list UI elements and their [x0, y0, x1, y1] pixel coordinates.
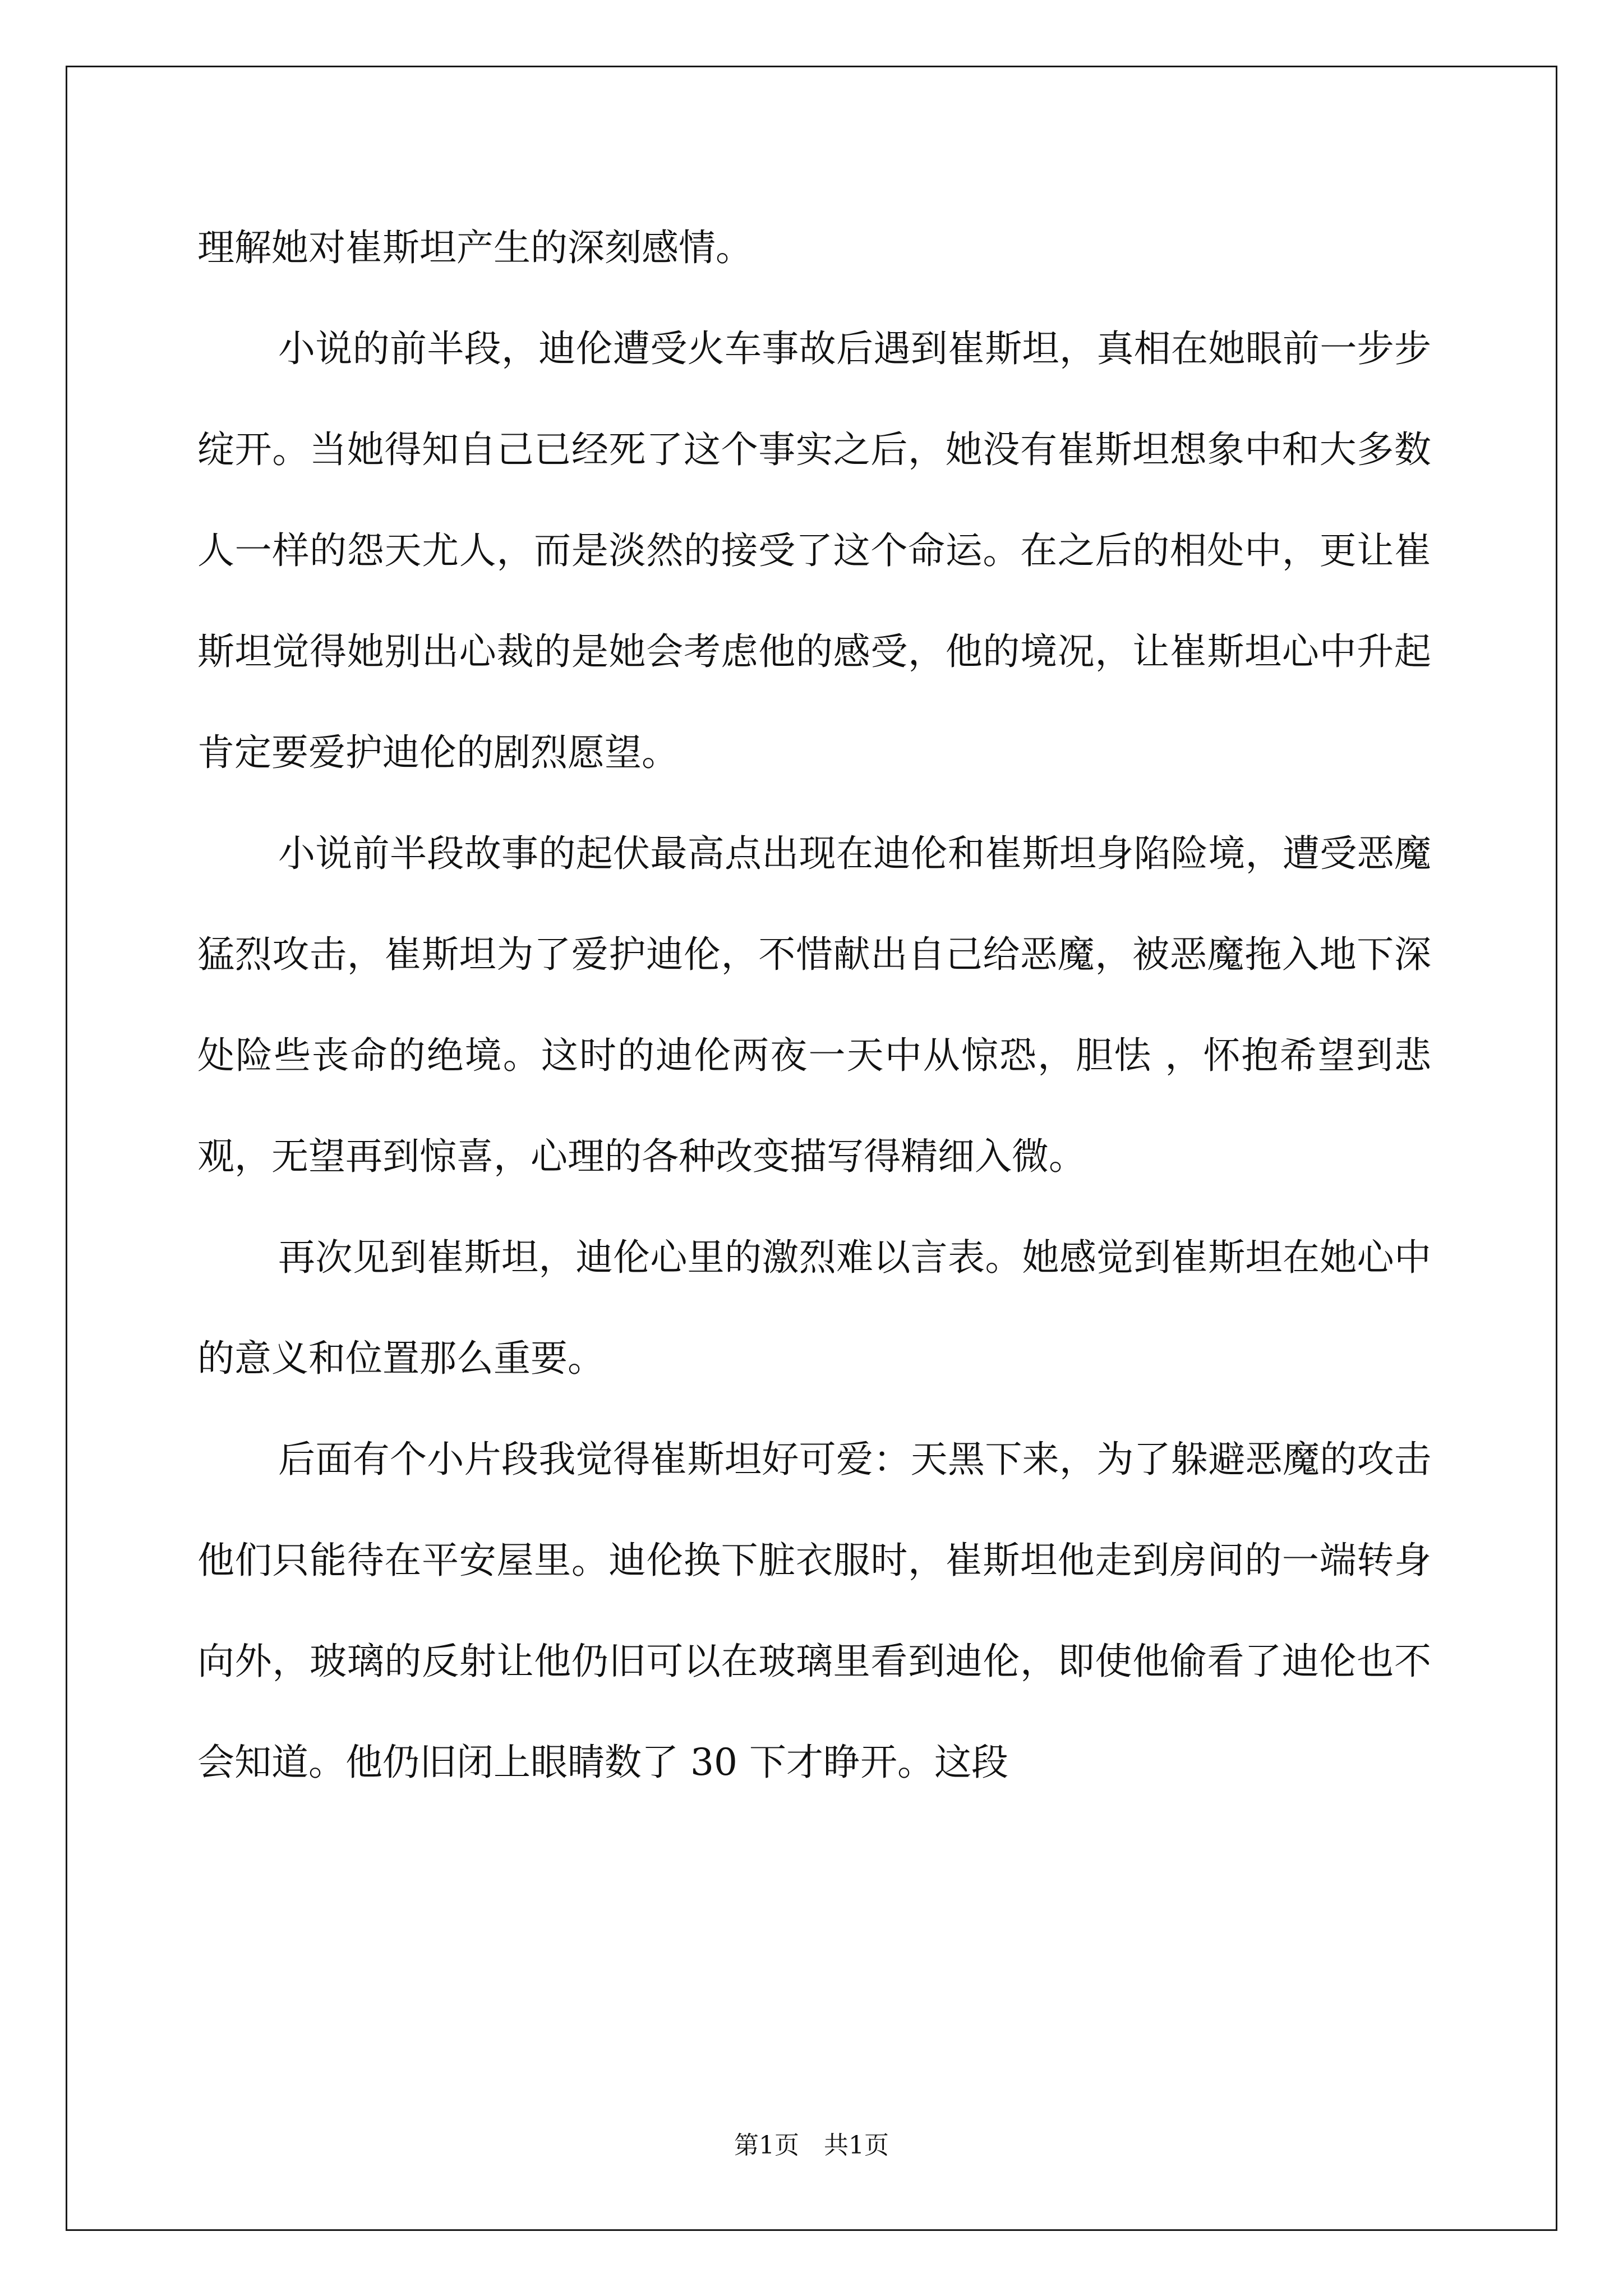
paragraph: 后面有个小片段我觉得崔斯坦好可爱：天黑下来，为了躲避恶魔的攻击他们只能待在平安屋里。迪伦换下脏衣服时，崔斯坦他走到房间的一端转身向外，玻璃的反射让他仍旧可以在玻璃里看到迪伦，即使他偷看了迪伦也不会知道。他仍旧闭上眼睛数了 30 下才睁开。这段 [197, 1438, 1431, 1784]
paragraph: 小说前半段故事的起伏最高点出现在迪伦和崔斯坦身陷险境，遭受恶魔猛烈攻击，崔斯坦为了爱护迪伦，不惜献出自己给恶魔，被恶魔拖入地下深处险些丧命的绝境。这时的迪伦两夜一天中从惊恐，胆怯 ，怀抱希望到悲观，无望再到惊喜，心理的各种改变描写得精细入微。 [197, 832, 1431, 1178]
document-body [197, 197, 1431, 1813]
page-footer: 第1页 共1页 [734, 2131, 889, 2160]
paragraph: 再次见到崔斯坦，迪伦心里的激烈难以言表。她感觉到崔斯坦在她心中的意义和位置那么重要。 [197, 1236, 1431, 1380]
paragraph: 理解她对崔斯坦产生的深刻感情。 [197, 226, 753, 269]
paragraph: 小说的前半段，迪伦遭受火车事故后遇到崔斯坦，真相在她眼前一步步绽开。当她得知自己已经死了这个事实之后，她没有崔斯坦想象中和大多数人一样的怨天尤人，而是淡然的接受了这个命运。在之后的相处中，更让崔斯坦觉得她别出心裁的是她会考虑他的感受，他的境况，让崔斯坦心中升起肯定要爱护迪伦的剧烈愿望。 [197, 327, 1431, 774]
